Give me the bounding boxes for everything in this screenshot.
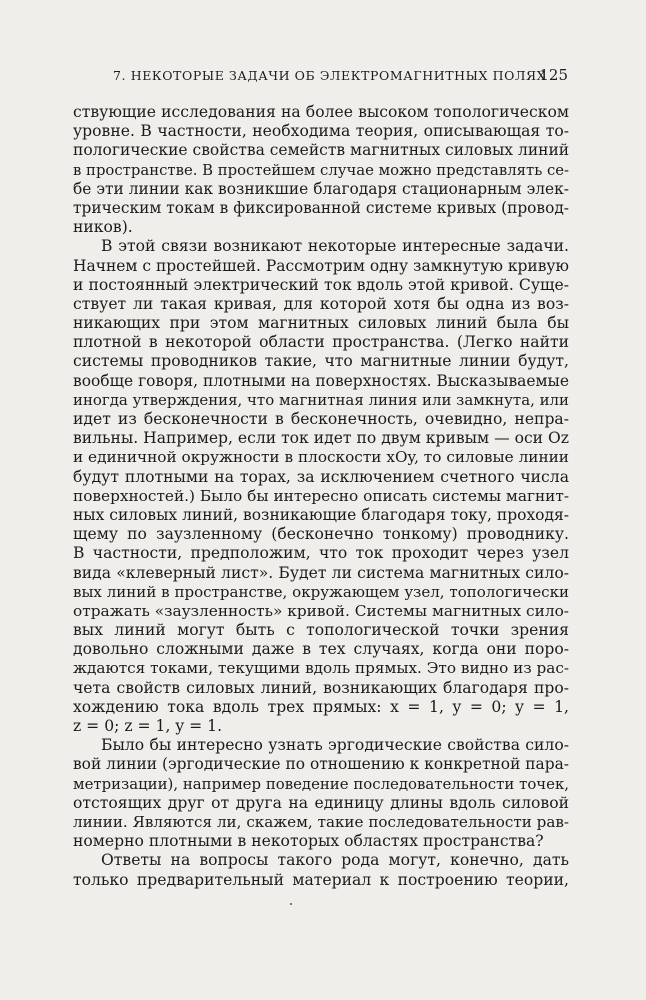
text-line: ников). xyxy=(73,218,133,237)
text-line: В частности, предположим, что ток проходит через узел xyxy=(73,544,569,563)
text-line: вой линии (эргодические по отношению к конкретной пара- xyxy=(73,755,569,774)
text-line: щему по заузленному (бесконечно тонкому) проводнику. xyxy=(73,525,569,544)
text-line: чета свойств силовых линий, возникающих благодаря про- xyxy=(73,678,569,697)
text-line: линии. Являются ли, скажем, такие последовательности рав- xyxy=(73,812,569,831)
paragraph xyxy=(73,736,569,851)
text-line: поверхностей.) Было бы интересно описать системы магнит- xyxy=(73,486,569,505)
text-line: бе эти линии как возникшие благодаря стационарным элек- xyxy=(73,179,569,198)
paragraph xyxy=(73,237,569,736)
paragraph xyxy=(73,103,569,237)
text-line: плотной в некоторой области пространства. (Легко найти xyxy=(73,333,569,352)
text-line: и единичной окружности в плоскости xOy, то силовые линии xyxy=(73,448,569,467)
text-line: вильны. Например, если ток идет по двум кривым — оси Oz xyxy=(73,429,569,448)
text-line: никающих при этом магнитных силовых линий была бы xyxy=(73,314,569,333)
text-line: метризации), например поведение последовательности точек, xyxy=(73,774,569,793)
text-line: вообще говоря, плотными на поверхностях. Высказываемые xyxy=(73,371,569,390)
text-line: пологические свойства семейств магнитных силовых линий xyxy=(73,141,570,160)
text-line: номерно плотными в некоторых областях пространства? xyxy=(73,832,544,851)
text-line: Ответы на вопросы такого рода могут, конечно, дать xyxy=(101,851,569,870)
text-line: z = 0; z = 1, y = 1. xyxy=(73,717,223,735)
text-line: ных силовых линий, возникающие благодаря току, проходя- xyxy=(73,505,569,524)
text-line: будут плотными на торах, за исключением счетного числа xyxy=(73,467,569,486)
running-header xyxy=(113,66,568,88)
text-line: уровне. В частности, необходима теория, описывающая то- xyxy=(73,122,569,141)
text-line: Было бы интересно узнать эргодические свойства сило- xyxy=(101,736,569,755)
text-line: только предварительный материал к построению теории, xyxy=(73,870,569,889)
text-line: ствующие исследования на более высоком топологическом xyxy=(73,103,569,121)
page-number: 125 xyxy=(539,66,568,84)
text-line: отстоящих друг от друга на единицу длины вдоль силовой xyxy=(73,793,569,812)
text-line: трическим токам в фиксированной системе кривых (провод- xyxy=(73,198,569,217)
chapter-title: 7. НЕКОТОРЫЕ ЗАДАЧИ ОБ ЭЛЕКТРОМАГНИТНЫХ ПОЛЯХ xyxy=(113,68,547,83)
text-line: отражать «заузленность» кривой. Системы магнитных сило- xyxy=(73,601,569,620)
text-line: ждаются токами, текущими вдоль прямых. Это видно из рас- xyxy=(73,659,569,678)
text-line: и постоянный электрический ток вдоль этой кривой. Суще- xyxy=(73,275,569,294)
body-text xyxy=(73,103,569,890)
text-line: В этой связи возникают некоторые интересные задачи. xyxy=(101,237,569,256)
text-line: вых линий могут быть с топологической точки зрения xyxy=(73,621,569,640)
text-line: системы проводников такие, что магнитные линии будут, xyxy=(73,352,569,371)
text-line: вых линий в пространстве, окружающем узел, топологически xyxy=(73,582,569,601)
text-line: в пространстве. В простейшем случае можно представлять се- xyxy=(73,161,570,179)
text-line: ствует ли такая кривая, для которой хотя бы одна из воз- xyxy=(73,294,569,313)
print-speck xyxy=(290,903,292,905)
text-line: довольно сложными даже в тех случаях, когда они поро- xyxy=(73,640,569,659)
text-line: иногда утверждения, что магнитная линия или замкнута, или xyxy=(73,390,569,409)
text-line: хождению тока вдоль трех прямых: x = 1, y = 0; y = 1, xyxy=(73,697,569,716)
paragraph xyxy=(73,851,569,889)
text-line: Начнем с простейшей. Рассмотрим одну замкнутую кривую xyxy=(73,256,569,275)
text-line: вида «клеверный лист». Будет ли система магнитных сило- xyxy=(73,563,569,582)
text-line: идет из бесконечности в бесконечность, очевидно, непра- xyxy=(73,410,569,428)
